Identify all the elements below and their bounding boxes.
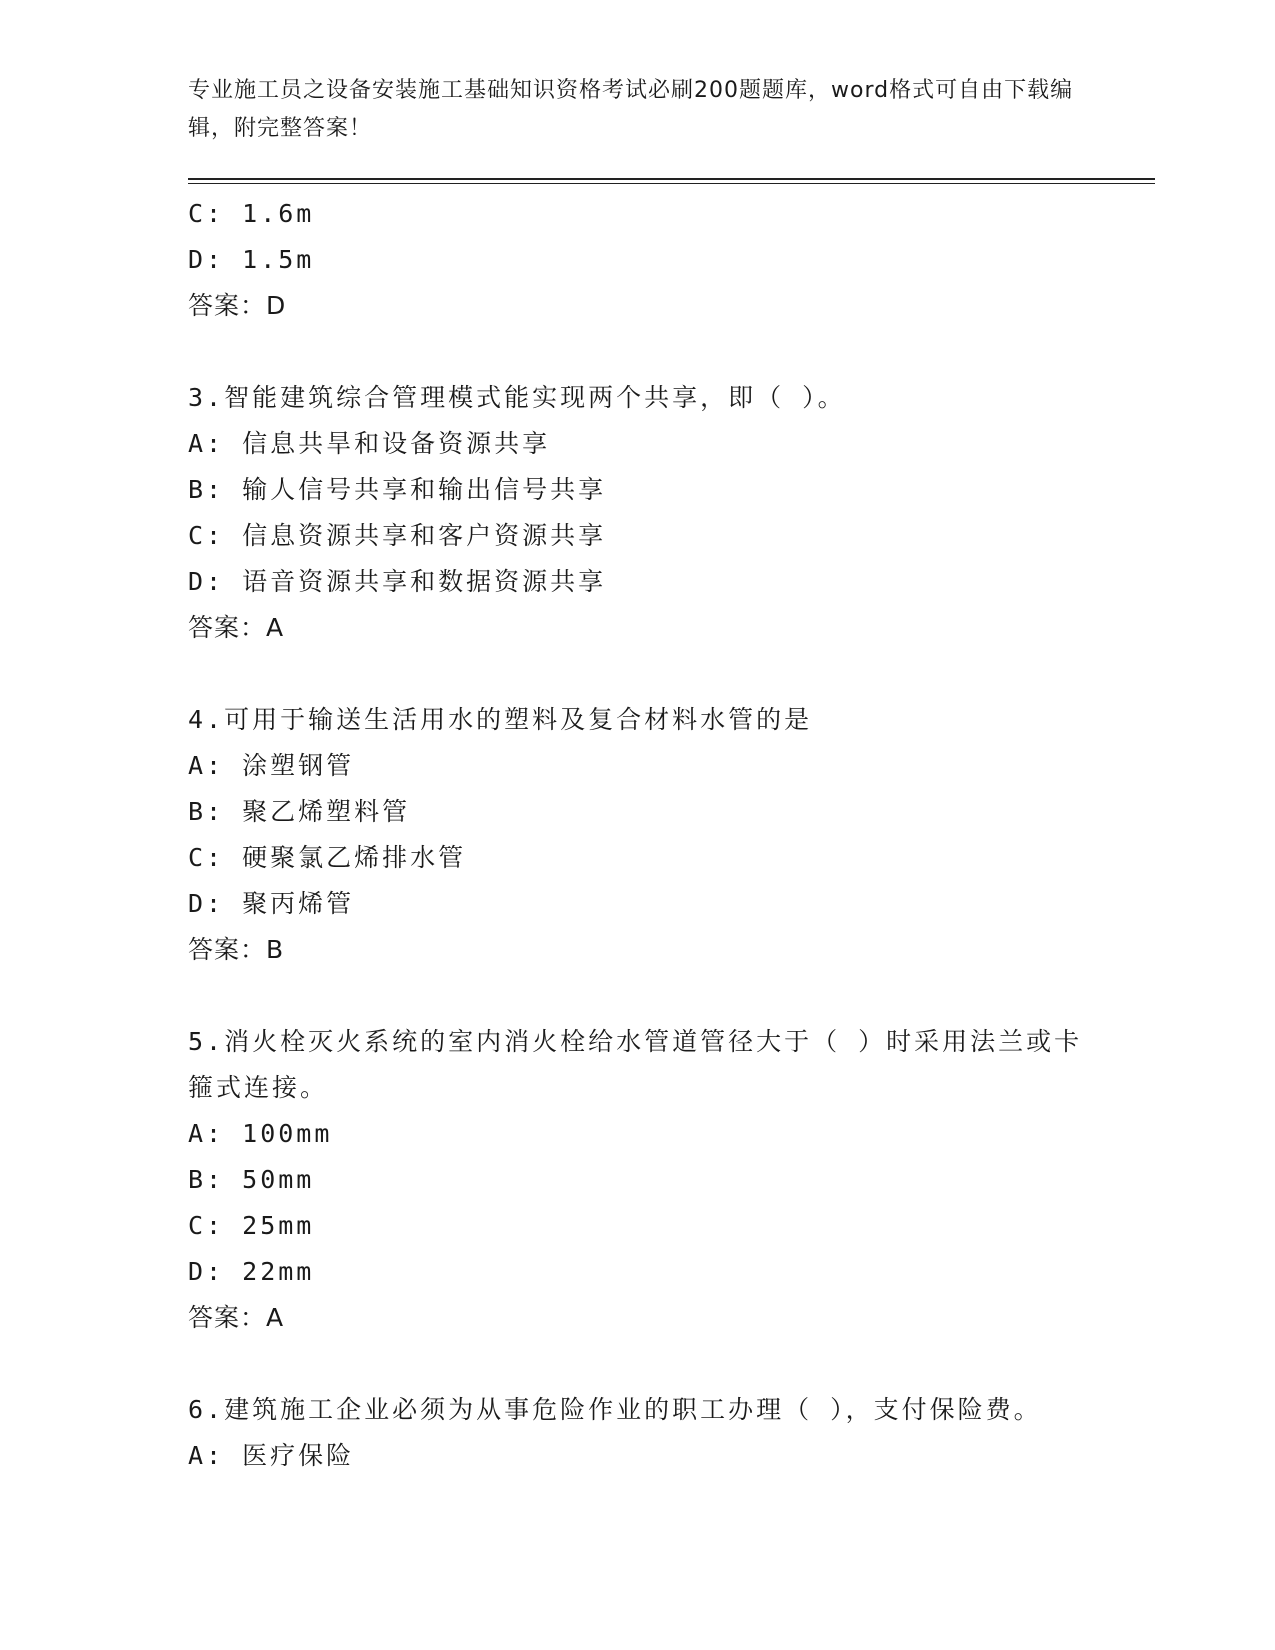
option-b: B: 聚乙烯塑料管: [188, 797, 411, 826]
option-c: C: 硬聚氯乙烯排水管: [188, 843, 467, 872]
question-block: [188, 191, 1088, 329]
option-d: D: 聚丙烯管: [188, 889, 355, 918]
option-c: C: 1.6m: [188, 199, 315, 228]
question-block: [188, 375, 1088, 651]
question-text: 5.消火栓灭火系统的室内消火栓给水管道管径大于（ ）时采用法兰或卡箍式连接。: [188, 1027, 1083, 1102]
option-b: B: 输人信号共享和输出信号共享: [188, 475, 607, 504]
question-block: [188, 697, 1088, 973]
answer-line: 答案：A: [188, 1303, 285, 1332]
option-a: A: 100mm: [188, 1119, 333, 1148]
option-c: C: 25mm: [188, 1211, 315, 1240]
option-a: A: 信息共旱和设备资源共享: [188, 429, 551, 458]
question-block: [188, 1019, 1088, 1341]
question-block: [188, 1387, 1088, 1479]
option-a: A: 涂塑钢管: [188, 751, 355, 780]
question-text: 4.可用于输送生活用水的塑料及复合材料水管的是: [188, 705, 813, 734]
answer-line: 答案：A: [188, 613, 285, 642]
option-a: A: 医疗保险: [188, 1441, 355, 1470]
option-d: D: 1.5m: [188, 245, 315, 274]
header-divider: [188, 178, 1155, 184]
option-c: C: 信息资源共享和客户资源共享: [188, 521, 607, 550]
document-header: 专业施工员之设备安装施工基础知识资格考试必刷200题题库，word格式可自由下载编辑，附完整答案！: [188, 78, 1074, 141]
question-text: 3.智能建筑综合管理模式能实现两个共享，即（ ）。: [188, 383, 846, 412]
answer-line: 答案：B: [188, 935, 285, 964]
option-b: B: 50mm: [188, 1165, 315, 1194]
answer-line: 答案：D: [188, 291, 287, 320]
option-d: D: 22mm: [188, 1257, 315, 1286]
document-body: [188, 191, 1088, 1479]
question-text: 6.建筑施工企业必须为从事危险作业的职工办理（ ），支付保险费。: [188, 1395, 1042, 1424]
option-d: D: 语音资源共享和数据资源共享: [188, 567, 607, 596]
